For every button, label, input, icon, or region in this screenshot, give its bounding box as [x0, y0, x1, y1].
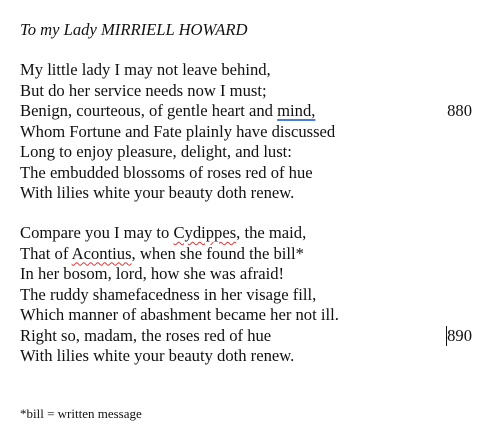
verse-line: But do her service needs now I must;	[20, 80, 267, 100]
stanza-1	[20, 60, 480, 204]
line-number: 890	[447, 325, 472, 345]
verse-line: That of Acontius, when she found the bill*	[20, 243, 304, 263]
verse-line: Compare you I may to Cydippes, the maid,	[20, 223, 307, 242]
verse-line: The embudded blossoms of roses red of hue	[20, 162, 313, 182]
verse-line: Which manner of abashment became her not ill.	[20, 305, 339, 324]
verse-line: The ruddy shamefacedness in her visage fill,	[20, 284, 317, 304]
poem-title: To my Lady MIRRIELL HOWARD	[20, 20, 248, 39]
spelling-flagged-word[interactable]: Cydippes	[173, 223, 237, 242]
grammar-flagged-word[interactable]: mind,	[277, 101, 316, 120]
verse-line: Right so, madam, the roses red of hue 890	[20, 325, 472, 345]
verse-line: Whom Fortune and Fate plainly have discussed	[20, 121, 336, 141]
verse-line: My little lady I may not leave behind,	[20, 60, 271, 79]
verse-line: With lilies white your beauty doth renew.	[20, 183, 295, 202]
verse-line	[20, 101, 480, 122]
stanza-2	[20, 223, 480, 367]
footnote: *bill = written message	[20, 406, 142, 421]
spelling-flagged-word[interactable]: Acontius	[71, 243, 132, 263]
line-number: 880	[447, 101, 472, 120]
verse-line: With lilies white your beauty doth renew.	[20, 346, 295, 365]
verse-line: In her bosom, lord, how she was afraid!	[20, 264, 285, 283]
verse-text: Benign, courteous, of gentle heart and	[20, 101, 278, 120]
verse-line: Long to enjoy pleasure, delight, and lust:	[20, 142, 292, 161]
